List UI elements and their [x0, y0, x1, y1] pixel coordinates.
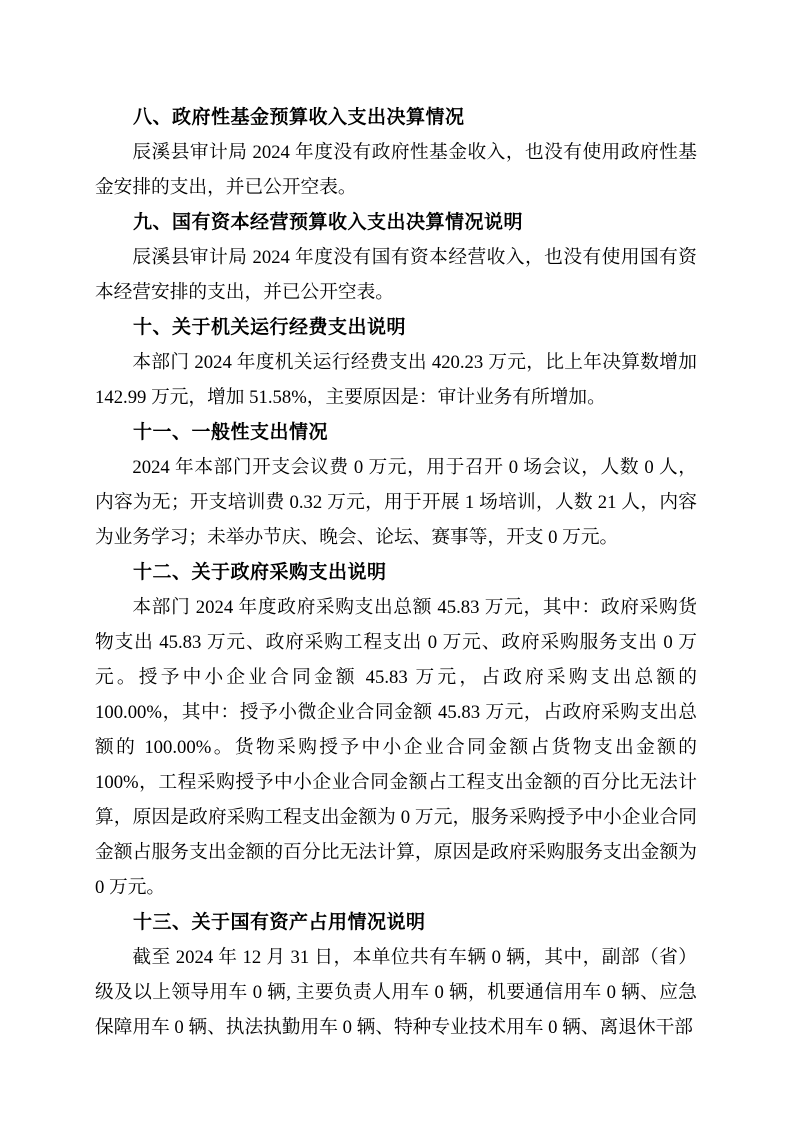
section-heading: 十三、关于国有资产占用情况说明 — [133, 912, 426, 933]
section-state-capital-budget — [95, 205, 697, 310]
section-gov-procurement — [95, 555, 697, 905]
section-paragraph: 辰溪县审计局 2024 年度没有国有资本经营收入，也没有使用国有资本经营安排的支出，并已公开空表。 — [95, 247, 697, 303]
section-paragraph: 本部门 2024 年度机关运行经费支出 420.23 万元，比上年决算数增加 142.99 万元，增加 51.58%，主要原因是：审计业务有所增加。 — [95, 352, 697, 408]
section-heading: 十、关于机关运行经费支出说明 — [133, 317, 407, 338]
section-paragraph: 辰溪县审计局 2024 年度没有政府性基金收入，也没有使用政府性基金安排的支出，并已公开空表。 — [95, 142, 697, 198]
section-heading: 十一、一般性支出情况 — [133, 422, 329, 443]
section-paragraph: 截至 2024 年 12 月 31 日，本单位共有车辆 0 辆，其中，副部（省）级及以上领导用车 0 辆, 主要负责人用车 0 辆，机要通信用车 0 辆、应急保障用车 0 辆、执法执勤用车 0 辆、特种专业技术用车 0 辆、离退休干部 — [95, 947, 697, 1038]
section-heading: 九、国有资本经营预算收入支出决算情况说明 — [133, 212, 524, 233]
section-heading: 十二、关于政府采购支出说明 — [133, 562, 387, 583]
section-gov-fund-budget — [95, 100, 697, 205]
section-paragraph: 2024 年本部门开支会议费 0 万元，用于召开 0 场会议，人数 0 人，内容为无；开支培训费 0.32 万元，用于开展 1 场培训，人数 21 人，内容为业务学习；未举办节庆、晚会、论坛、赛事等，开支 0 万元。 — [95, 457, 697, 548]
section-general-expenditure — [95, 415, 697, 555]
section-paragraph: 本部门 2024 年度政府采购支出总额 45.83 万元，其中：政府采购货物支出 45.83 万元、政府采购工程支出 0 万元、政府采购服务支出 0 万元。授予中小企业合同金额 45.83 万元，占政府采购支出总额的 100.00%，其中：授予小微企业合同金额 45.83 万元，占政府采购支出总额的 100.00%。货物采购授予中小企业合同金额占货物支出金额的 100%，工程采购授予中小企业合同金额占工程支出金额的百分比无法计算，原因是政府采购工程支出金额为 0 万元，服务采购授予中小企业合同金额占服务支出金额的百分比无法计算，原因是政府采购服务支出金额为 0 万元。 — [95, 597, 697, 898]
section-agency-operating-expense — [95, 310, 697, 415]
document-content — [95, 100, 697, 1045]
section-heading: 八、政府性基金预算收入支出决算情况 — [133, 107, 465, 128]
section-state-asset-occupancy — [95, 905, 697, 1045]
